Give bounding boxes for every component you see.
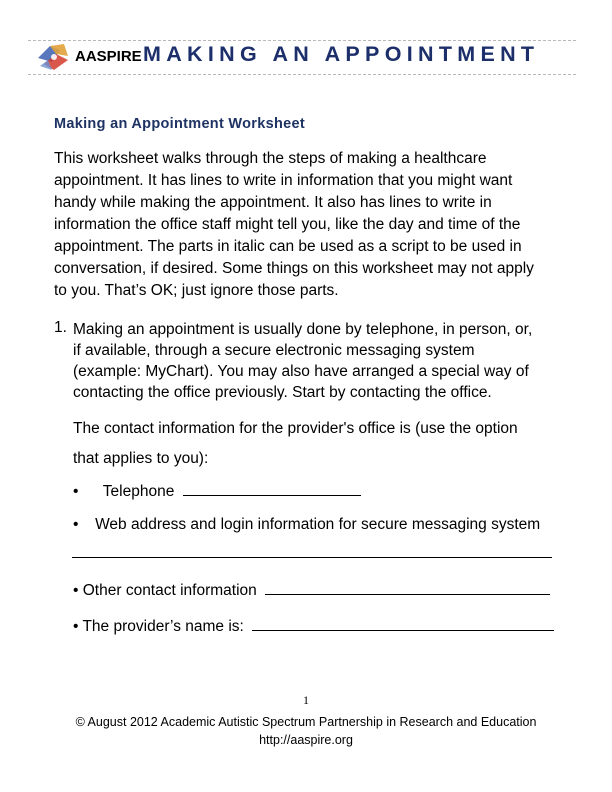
item-number: 1. — [54, 319, 67, 336]
bullet: • — [73, 516, 79, 533]
contact-line: The contact information for the provider's office is (use the option — [73, 420, 518, 437]
other-contact-label: Other contact information — [82, 582, 257, 599]
page-number: 1 — [303, 693, 309, 707]
provider-name-blank-line[interactable] — [252, 616, 554, 631]
intro-line: handy while making the appointment. It also has lines to write in — [54, 194, 492, 211]
provider-name-label: The provider’s name is: — [82, 618, 244, 635]
item-1-text — [73, 319, 573, 403]
other-contact-row — [73, 580, 550, 600]
bullet: • — [73, 582, 79, 599]
telephone-label: Telephone — [102, 483, 175, 500]
intro-paragraph — [54, 148, 574, 302]
bullet: • — [73, 483, 79, 500]
brand-name: AASPIRE — [75, 48, 142, 65]
contact-instructions — [73, 414, 573, 474]
copyright-text: © August 2012 Academic Autistic Spectrum Partnership in Research and Education — [75, 715, 537, 729]
aaspire-logo-icon — [34, 40, 74, 74]
banner-title: MAKING AN APPOINTMENT — [143, 42, 540, 66]
item-line: contacting the office previously. Start by contacting the office. — [73, 384, 492, 401]
telephone-row — [73, 481, 361, 501]
item-line: (example: MyChart). You may also have arranged a special way of — [73, 363, 529, 380]
footer-url: http://aaspire.org — [259, 733, 353, 747]
intro-line: This worksheet walks through the steps of making a healthcare — [54, 150, 487, 167]
item-line: Making an appointment is usually done by telephone, in person, or, — [73, 321, 533, 338]
bullet: • — [73, 618, 79, 635]
intro-line: conversation, if desired. Some things on this worksheet may not apply — [54, 260, 534, 277]
web-address-label: Web address and login information for secure messaging system — [95, 516, 541, 533]
intro-line: appointment. The parts in italic can be used as a script to be used in — [54, 238, 522, 255]
worksheet-title: Making an Appointment Worksheet — [54, 116, 305, 132]
provider-name-row — [73, 616, 554, 636]
intro-line: to you. That’s OK; just ignore those parts. — [54, 282, 339, 299]
web-address-blank-line[interactable] — [72, 557, 552, 558]
web-address-row — [73, 516, 540, 534]
footer — [0, 713, 612, 749]
header-rule-bottom — [28, 74, 576, 75]
item-line: if available, through a secure electronic messaging system — [73, 342, 475, 359]
other-contact-blank-line[interactable] — [265, 580, 550, 595]
intro-line: appointment. It has lines to write in information that you might want — [54, 172, 513, 189]
contact-line: that applies to you): — [73, 450, 209, 467]
header-rule-top — [28, 40, 576, 41]
intro-line: information the office staff might tell you, like the day and time of the — [54, 216, 521, 233]
telephone-blank-line[interactable] — [183, 481, 361, 496]
